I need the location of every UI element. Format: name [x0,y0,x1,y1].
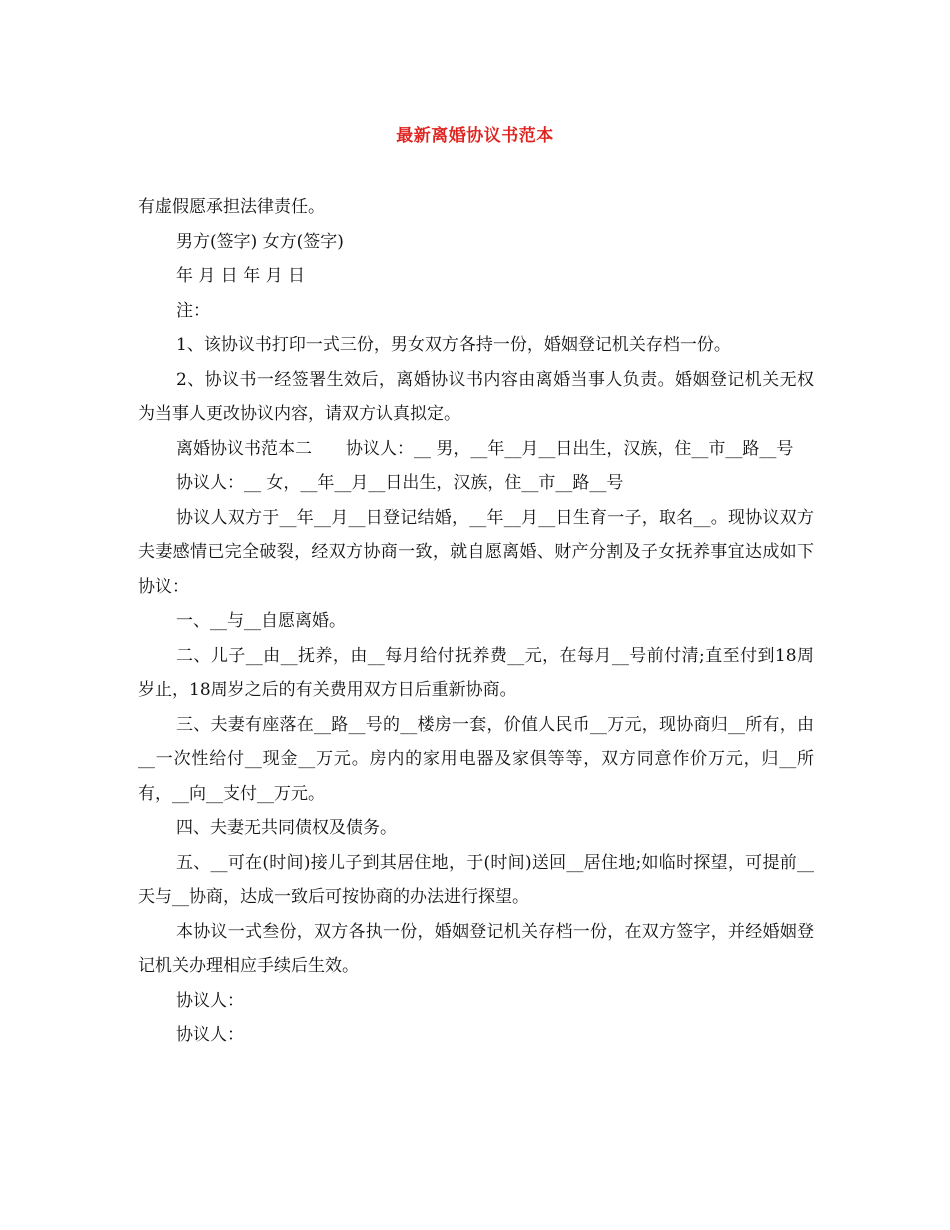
paragraph-note-heading: 注： [176,300,210,321]
paragraph-party-male: 离婚协议书范本二 协议人：__ 男，__年__月__日出生，汉族，住__市__路__号 [176,438,794,459]
paragraph-clause-1: 一、__与__自愿离婚。 [176,611,346,631]
paragraph-party-female: 协议人：__ 女，__年__月__日出生，汉族，住__市__路__号 [176,473,624,493]
paragraph-note-1: 1、该协议书打印一式三份，男女双方各持一份，婚姻登记机关存档一份。 [176,335,731,355]
paragraph-effectiveness: 本协议一式叁份，双方各执一份，婚姻登记机关存档一份，在双方签字，并经婚姻登记机关办理相应手续后生效。 [138,921,814,976]
paragraph-signatory-1: 协议人： [176,990,244,1011]
paragraph-dates: 年 月 日 年 月 日 [176,266,306,286]
paragraph-note-2: 2、协议书一经签署生效后，离婚协议书内容由离婚当事人负责。婚姻登记机关无权为当事人更改协议内容，请双方认真拟定。 [138,369,814,424]
paragraph-clause-5: 五、__可在(时间)接儿子到其居住地，于(时间)送回__居住地;如临时探望，可提前__天与__协商，达成一致后可按协商的办法进行探望。 [138,852,814,907]
paragraph-clause-4: 四、夫妻无共同债权及债务。 [176,818,397,838]
document-title: 最新离婚协议书范本 [396,126,554,146]
paragraph-clause-2: 二、儿子__由__抚养，由__每月给付抚养费__元，在每月__号前付清;直至付到18周岁止，18周岁之后的有关费用双方日后重新协商。 [138,645,814,700]
paragraph-signatory-2: 协议人： [176,1025,244,1045]
paragraph-liability: 有虚假愿承担法律责任。 [138,197,325,217]
paragraph-clause-3: 三、夫妻有座落在__路__号的__楼房一套，价值人民币__万元，现协商归__所有，由__一次性给付__现金__万元。房内的家用电器及家俱等等，双方同意作价万元，归__所有，__向__支付__万元。 [138,714,814,804]
paragraph-marriage-facts: 协议人双方于__年__月__日登记结婚，__年__月__日生育一子，取名__。现协议双方夫妻感情已完全破裂，经双方协商一致，就自愿离婚、财产分割及子女抚养事宜达成如下协议： [138,507,814,597]
document-body [138,190,814,1053]
paragraph-signatures: 男方(签字) 女方(签字) [176,231,344,252]
